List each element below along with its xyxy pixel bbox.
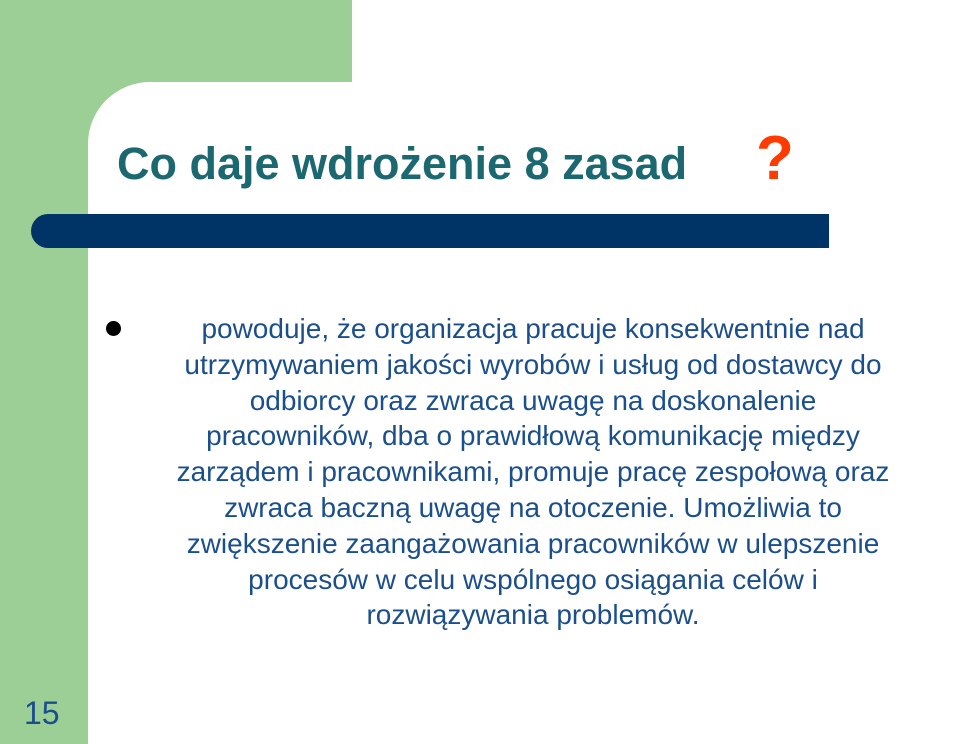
body-line: powoduje, że organizacja pracuje konsekwentnie nad [201,313,865,344]
bullet-paragraph [108,311,958,633]
slide-title: Co daje wdrożenie 8 zasad [117,138,688,189]
page-number: 15 [24,695,60,731]
body-line: utrzymywaniem jakości wyrobów i usług od dostawcy do [184,348,882,380]
body-line: zwiększenie zaangażowania pracowników w ulepszenie [186,527,880,559]
body-line: zarządem i pracownikami, promuje pracę zespołową oraz [176,456,890,488]
body-line: procesów w celu wspólnego osiągania celów i [248,563,818,595]
title-question-mark: ? [756,124,794,193]
body-line: zwraca baczną uwagę na otoczenie. Umożliwia to [224,491,842,523]
body-line: odbiorcy oraz zwraca uwagę na doskonalenie [249,384,817,416]
title-underline-bar [31,214,829,248]
body-line: rozwiązywania problemów. [366,599,700,631]
body-line: pracowników, dba o prawidłową komunikację między [206,420,860,452]
